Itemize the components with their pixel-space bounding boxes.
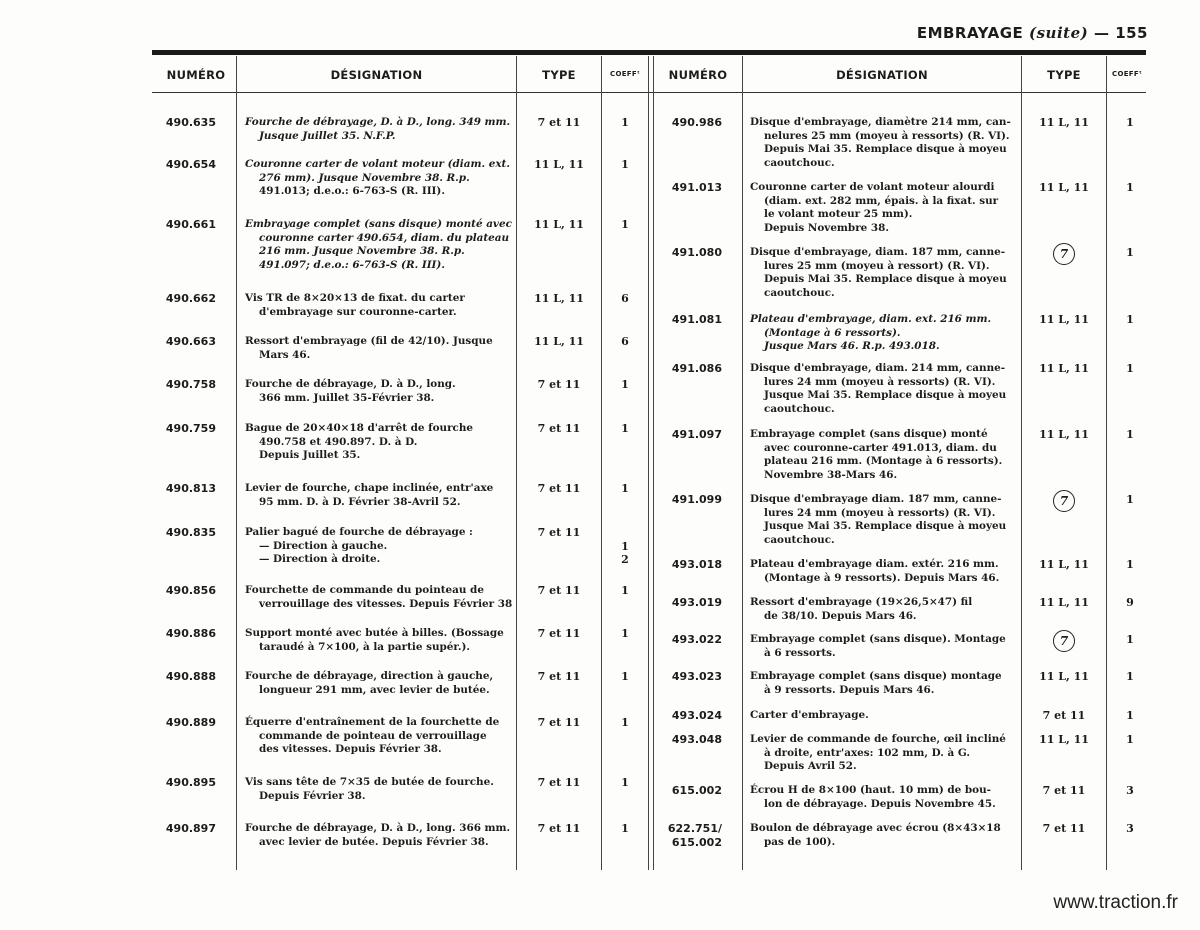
part-coefficient <box>602 627 648 641</box>
designation-line: à 6 ressorts. <box>764 646 836 659</box>
part-number <box>652 633 722 647</box>
coefficient-value: 1 <box>621 584 629 597</box>
part-number <box>652 596 722 610</box>
part-coefficient: 3 <box>1126 784 1134 797</box>
page-header <box>917 24 1148 42</box>
designation-line: Fourche de débrayage, D. à D., long. 366 mm. <box>245 822 511 834</box>
coefficient-value: 1 <box>621 116 629 129</box>
part-number <box>652 362 722 376</box>
designation-line: Écrou H de 8×100 (haut. 10 mm) de bou- <box>750 784 991 796</box>
designation-line: caoutchouc. <box>764 156 835 169</box>
designation-line: Fourche de débrayage, D. à D., long. 349 mm. <box>245 116 511 128</box>
col-header-coeff-right: COEFFᵗ <box>1112 70 1142 78</box>
designation-line: lures 24 mm (moyeu à ressorts) (R. VI). <box>764 506 996 519</box>
column-divider <box>742 56 743 870</box>
part-coefficient: 1 <box>1126 428 1134 441</box>
designation-line: 276 mm). Jusque Novembre 38. R.p. <box>259 171 470 184</box>
part-number <box>152 627 216 641</box>
part-designation <box>245 670 513 697</box>
coefficient-value: 2 <box>621 553 629 566</box>
designation-line: Support monté avec butée à billes. (Bossage <box>245 627 504 639</box>
designation-line: Disque d'embrayage, diam. 187 mm, canne- <box>750 246 1006 258</box>
part-coefficient: 9 <box>1126 596 1134 609</box>
designation-line: Plateau d'embrayage diam. extér. 216 mm. <box>750 558 999 570</box>
part-designation <box>245 218 513 272</box>
designation-line: Levier de fourche, chape inclinée, entr'axe <box>245 482 494 494</box>
column-divider <box>516 56 517 870</box>
part-designation <box>750 709 1018 723</box>
designation-line: de 38/10. Depuis Mars 46. <box>764 609 917 622</box>
part-number-line: 491.099 <box>671 493 722 506</box>
part-designation <box>245 292 513 319</box>
page-number: 155 <box>1115 24 1148 42</box>
col-header-numero-left: NUMÉRO <box>166 68 226 82</box>
designation-line: Ressort d'embrayage (19×26,5×47) fil <box>750 596 973 608</box>
designation-line: Fourche de débrayage, D. à D., long. <box>245 378 456 390</box>
part-coefficient: 1 <box>1126 313 1134 326</box>
part-type: 11 L, 11 <box>1039 558 1089 571</box>
coefficient-value: 1 <box>621 158 629 171</box>
part-designation <box>750 313 1018 354</box>
designation-line: Vis TR de 8×20×13 de fixat. du carter <box>245 292 465 304</box>
part-number <box>652 116 722 130</box>
part-number-line: 490.758 <box>165 378 216 391</box>
part-number <box>152 335 216 349</box>
part-designation <box>245 482 513 509</box>
part-number-line: 490.663 <box>165 335 216 348</box>
part-coefficient <box>602 716 648 730</box>
designation-line: avec couronne-carter 491.013, diam. du <box>764 441 997 454</box>
part-number-line: 491.086 <box>671 362 722 375</box>
coefficient-value <box>602 526 648 540</box>
designation-line: (Montage à 6 ressorts). <box>764 326 901 339</box>
designation-line: (Montage à 9 ressorts). Depuis Mars 46. <box>764 571 1000 584</box>
type-circled-7: 7 <box>1053 243 1075 265</box>
part-designation <box>245 526 513 567</box>
designation-line: avec levier de butée. Depuis Février 38. <box>259 835 489 848</box>
part-type: 11 L, 11 <box>1039 596 1089 609</box>
part-coefficient <box>602 776 648 790</box>
part-number <box>152 776 216 790</box>
part-designation <box>245 776 513 803</box>
part-number-line: 615.002 <box>671 836 722 849</box>
part-type: 7 et 11 <box>537 584 581 597</box>
designation-line: verrouillage des vitesses. Depuis Février 38 <box>259 597 513 610</box>
designation-line: à 9 ressorts. Depuis Mars 46. <box>764 683 935 696</box>
header-dash: — <box>1093 24 1110 42</box>
designation-line: Depuis Mai 35. Remplace disque à moyeu <box>764 143 1007 155</box>
part-type: 7 et 11 <box>537 627 581 640</box>
part-type: 7 et 11 <box>537 422 581 435</box>
coefficient-value: 6 <box>621 292 629 305</box>
part-number-line: 493.022 <box>671 633 722 646</box>
designation-line: — Direction à droite. <box>259 553 381 565</box>
part-number-line: 493.024 <box>671 709 722 722</box>
part-coefficient <box>602 822 648 836</box>
part-coefficient <box>602 670 648 684</box>
part-coefficient: 1 <box>1126 633 1134 646</box>
designation-line: lon de débrayage. Depuis Novembre 45. <box>764 797 996 810</box>
part-coefficient: 1 <box>1126 181 1134 194</box>
column-divider <box>236 56 237 870</box>
part-number <box>152 116 216 130</box>
part-type: 11 L, 11 <box>534 218 584 231</box>
coefficient-value: 6 <box>621 335 629 348</box>
part-designation <box>750 428 1018 482</box>
part-number <box>652 709 722 723</box>
part-number-line: 491.081 <box>671 313 722 326</box>
part-number-line: 490.888 <box>165 670 216 683</box>
designation-line: Jusque Mai 35. Remplace disque à moyeu <box>764 520 1007 532</box>
designation-line: caoutchouc. <box>764 533 835 546</box>
part-coefficient <box>602 584 648 598</box>
part-number-line: 490.635 <box>165 116 216 129</box>
part-number <box>652 784 722 798</box>
designation-line: Embrayage complet (sans disque). Montage <box>750 633 1006 645</box>
part-number <box>152 716 216 730</box>
part-number-line: 490.897 <box>165 822 216 835</box>
designation-line: lures 24 mm (moyeu à ressorts) (R. VI). <box>764 375 996 388</box>
designation-line: Palier bagué de fourche de débrayage : <box>245 526 473 538</box>
part-number-line: 490.986 <box>671 116 722 129</box>
designation-line: 491.013; d.e.o.: 6-763-S (R. III). <box>259 185 445 197</box>
center-double-divider <box>648 56 654 870</box>
part-number <box>652 428 722 442</box>
part-type: 11 L, 11 <box>1039 362 1089 375</box>
designation-line: Couronne carter de volant moteur alourdi <box>750 181 995 193</box>
coefficient-value: 1 <box>621 422 629 435</box>
part-number <box>152 378 216 392</box>
part-designation <box>245 716 513 757</box>
part-designation <box>245 822 513 849</box>
coefficient-value: 1 <box>621 539 629 553</box>
designation-line: Jusque Mars 46. R.p. 493.018. <box>764 340 940 352</box>
part-designation <box>245 627 513 654</box>
designation-line: Disque d'embrayage, diam. 214 mm, canne- <box>750 362 1006 374</box>
designation-line: 490.758 et 490.897. D. à D. <box>259 435 418 448</box>
part-type: 11 L, 11 <box>1039 181 1089 194</box>
part-number <box>652 493 722 507</box>
coefficient-value: 1 <box>621 218 629 231</box>
designation-line: Disque d'embrayage diam. 187 mm, canne- <box>750 493 1002 505</box>
part-number <box>152 822 216 836</box>
designation-line: plateau 216 mm. (Montage à 6 ressorts). <box>764 455 1003 467</box>
part-number <box>152 670 216 684</box>
part-number-line: 490.835 <box>165 526 216 539</box>
part-type: 11 L, 11 <box>534 158 584 171</box>
designation-line: le volant moteur 25 mm). <box>764 208 913 220</box>
part-number-line: 493.048 <box>671 733 722 746</box>
column-divider <box>601 56 602 870</box>
part-type: 7 et 11 <box>537 670 581 683</box>
coefficient-value: 1 <box>621 822 629 835</box>
part-number-line: 490.886 <box>165 627 216 640</box>
part-coefficient <box>602 292 648 306</box>
designation-line: Depuis Avril 52. <box>764 760 857 772</box>
part-number-line: 490.661 <box>165 218 216 231</box>
designation-line: taraudé à 7×100, à la partie supér.). <box>259 640 471 653</box>
part-type: 11 L, 11 <box>534 335 584 348</box>
part-number <box>652 246 722 260</box>
part-number-line: 490.662 <box>165 292 216 305</box>
designation-line: Embrayage complet (sans disque) monté avec <box>245 218 512 230</box>
designation-line: couronne carter 490.654, diam. du plateau <box>259 231 510 244</box>
part-coefficient <box>602 335 648 349</box>
designation-line: Boulon de débrayage avec écrou (8×43×18 <box>750 822 1001 834</box>
part-number-line: 615.002 <box>671 784 722 797</box>
designation-line: Embrayage complet (sans disque) montage <box>750 670 1002 682</box>
part-designation <box>750 822 1018 849</box>
part-designation <box>750 596 1018 623</box>
part-type: 11 L, 11 <box>1039 670 1089 683</box>
part-coefficient: 1 <box>1126 670 1134 683</box>
designation-line: 216 mm. Jusque Novembre 38. R.p. <box>259 245 465 257</box>
part-designation <box>245 158 513 199</box>
designation-line: Novembre 38-Mars 46. <box>764 468 898 481</box>
part-designation <box>245 584 513 611</box>
part-coefficient <box>602 158 648 172</box>
part-type: 7 et 11 <box>1042 784 1086 797</box>
part-designation <box>750 181 1018 235</box>
part-number-line: 493.023 <box>671 670 722 683</box>
part-number-line: 490.654 <box>165 158 216 171</box>
part-number <box>152 482 216 496</box>
designation-line: Ressort d'embrayage (fil de 42/10). Jusque <box>245 335 493 347</box>
type-circled-7: 7 <box>1053 630 1075 652</box>
col-header-numero-right: NUMÉRO <box>668 68 728 82</box>
part-coefficient: 3 <box>1126 822 1134 835</box>
part-number-line: 490.889 <box>165 716 216 729</box>
part-designation <box>750 362 1018 416</box>
part-number-line: 493.019 <box>671 596 722 609</box>
section-suite: (suite) <box>1029 24 1089 42</box>
col-header-type-right: TYPE <box>1047 68 1081 82</box>
part-designation <box>750 733 1018 774</box>
col-header-type-left: TYPE <box>542 68 576 82</box>
designation-line: commande de pointeau de verrouillage <box>259 729 487 742</box>
part-designation <box>750 558 1018 585</box>
coefficient-value: 1 <box>621 716 629 729</box>
part-number <box>652 670 722 684</box>
designation-line: Fourchette de commande du pointeau de <box>245 584 484 596</box>
watermark: www.traction.fr <box>1053 892 1178 913</box>
part-number-line: 493.018 <box>671 558 722 571</box>
part-type: 7 et 11 <box>537 482 581 495</box>
part-type: 11 L, 11 <box>1039 116 1089 129</box>
designation-line: caoutchouc. <box>764 286 835 299</box>
part-type: 11 L, 11 <box>1039 733 1089 746</box>
part-type: 7 et 11 <box>537 822 581 835</box>
part-coefficient: 1 <box>1126 362 1134 375</box>
part-number <box>152 218 216 232</box>
part-coefficient: 1 <box>1126 246 1134 259</box>
part-coefficient <box>602 218 648 232</box>
part-type: 11 L, 11 <box>1039 313 1089 326</box>
designation-line: Vis sans tête de 7×35 de butée de fourche. <box>245 776 494 788</box>
designation-line: d'embrayage sur couronne-carter. <box>259 305 457 318</box>
designation-line: des vitesses. Depuis Février 38. <box>259 743 442 755</box>
designation-line: 491.097; d.e.o.: 6-763-S (R. III). <box>259 258 445 271</box>
part-number <box>152 526 216 540</box>
part-number <box>152 422 216 436</box>
column-divider <box>1021 56 1022 870</box>
designation-line: pas de 100). <box>764 835 836 848</box>
col-header-designation-left: DÉSIGNATION <box>330 68 423 82</box>
part-coefficient: 1 <box>1126 116 1134 129</box>
designation-line: Équerre d'entraînement de la fourchette de <box>245 716 500 728</box>
col-header-coeff-left: COEFFᵗ <box>610 70 640 78</box>
designation-line: Bague de 20×40×18 d'arrêt de fourche <box>245 422 474 434</box>
part-type: 7 et 11 <box>1042 709 1086 722</box>
part-type: 7 et 11 <box>1042 822 1086 835</box>
part-designation <box>245 335 513 362</box>
designation-line: Disque d'embrayage, diamètre 214 mm, can- <box>750 116 1011 128</box>
designation-line: 95 mm. D. à D. Février 38-Avril 52. <box>259 495 461 508</box>
part-type: 11 L, 11 <box>534 292 584 305</box>
coefficient-value: 1 <box>621 776 629 789</box>
column-divider <box>1106 56 1107 870</box>
designation-line: Depuis Novembre 38. <box>764 221 889 234</box>
coefficient-value: 1 <box>621 627 629 640</box>
designation-line: Jusque Juillet 35. N.F.P. <box>259 129 396 142</box>
part-number <box>652 733 722 747</box>
designation-line: à droite, entr'axes: 102 mm, D. à G. <box>764 746 970 759</box>
designation-line: Levier de commande de fourche, œil incliné <box>750 733 1006 745</box>
part-coefficient <box>602 116 648 130</box>
part-number <box>652 181 722 195</box>
part-designation <box>750 246 1018 300</box>
type-circled-7: 7 <box>1053 490 1075 512</box>
designation-line: — Direction à gauche. <box>259 539 388 552</box>
designation-line: lures 25 mm (moyeu à ressort) (R. VI). <box>764 259 990 272</box>
part-coefficient <box>602 422 648 436</box>
designation-line: caoutchouc. <box>764 402 835 415</box>
part-type: 7 et 11 <box>537 116 581 129</box>
part-number <box>152 292 216 306</box>
part-number-line: 491.080 <box>671 246 722 259</box>
designation-line: 366 mm. Juillet 35-Février 38. <box>259 391 435 404</box>
part-number-line: 490.895 <box>165 776 216 789</box>
part-type: 7 et 11 <box>537 526 581 539</box>
top-rule <box>152 50 1146 55</box>
part-number <box>152 584 216 598</box>
part-coefficient <box>602 378 648 392</box>
part-designation <box>750 784 1018 811</box>
part-designation <box>750 116 1018 170</box>
part-coefficient: 1 <box>1126 709 1134 722</box>
part-number-line: 490.856 <box>165 584 216 597</box>
designation-line: Plateau d'embrayage, diam. ext. 216 mm. <box>750 313 992 325</box>
designation-line: (diam. ext. 282 mm, épais. à la fixat. sur <box>764 194 999 207</box>
part-type: 7 et 11 <box>537 716 581 729</box>
part-number-line: 622.751/ <box>667 822 722 835</box>
col-header-designation-right: DÉSIGNATION <box>836 68 928 82</box>
part-designation <box>750 633 1018 660</box>
part-designation <box>750 493 1018 547</box>
part-designation <box>245 422 513 463</box>
designation-line: Depuis Juillet 35. <box>259 449 361 461</box>
coefficient-value: 1 <box>621 670 629 683</box>
section-title: EMBRAYAGE <box>916 24 1024 42</box>
part-coefficient <box>602 482 648 496</box>
coefficient-value: 1 <box>621 482 629 495</box>
designation-line: Carter d'embrayage. <box>750 709 869 721</box>
designation-line: nelures 25 mm (moyeu à ressorts) (R. VI). <box>764 129 1010 142</box>
part-type: 7 et 11 <box>537 776 581 789</box>
part-coefficient <box>602 526 648 567</box>
designation-line: Depuis Février 38. <box>259 789 366 802</box>
coefficient-value: 1 <box>621 378 629 391</box>
part-number-line: 490.813 <box>165 482 216 495</box>
designation-line: Depuis Mai 35. Remplace disque à moyeu <box>764 273 1007 285</box>
part-number-line: 491.097 <box>671 428 722 441</box>
part-number <box>652 822 722 850</box>
designation-line: Jusque Mai 35. Remplace disque à moyeu <box>764 389 1007 401</box>
designation-line: longueur 291 mm, avec levier de butée. <box>259 683 490 696</box>
part-type: 11 L, 11 <box>1039 428 1089 441</box>
part-designation <box>245 378 513 405</box>
designation-line: Fourche de débrayage, direction à gauche, <box>245 670 494 682</box>
part-number-line: 491.013 <box>671 181 722 194</box>
designation-line: Couronne carter de volant moteur (diam. ext. <box>245 158 510 170</box>
part-number <box>652 558 722 572</box>
part-coefficient: 1 <box>1126 733 1134 746</box>
part-number <box>652 313 722 327</box>
designation-line: Embrayage complet (sans disque) monté <box>750 428 988 440</box>
part-designation <box>750 670 1018 697</box>
part-coefficient: 1 <box>1126 558 1134 571</box>
part-designation <box>245 116 513 143</box>
part-number <box>152 158 216 172</box>
part-number-line: 490.759 <box>165 422 216 435</box>
part-type: 7 et 11 <box>537 378 581 391</box>
part-coefficient: 1 <box>1126 493 1134 506</box>
designation-line: Mars 46. <box>259 348 311 361</box>
